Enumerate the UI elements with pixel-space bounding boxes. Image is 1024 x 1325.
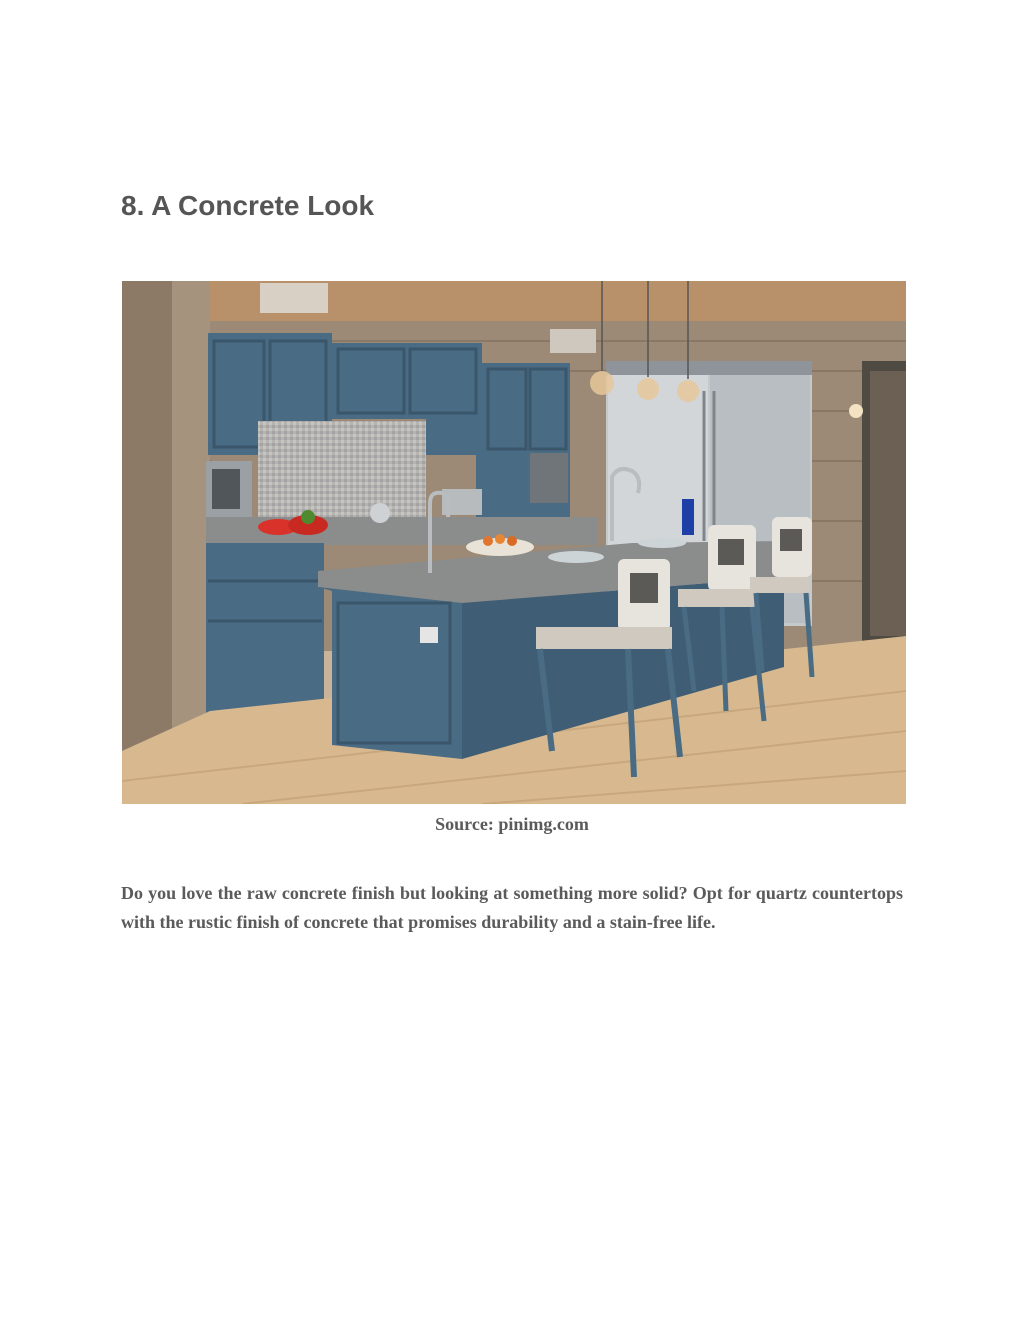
ceiling-vent xyxy=(260,283,328,313)
mosaic-pattern xyxy=(258,421,426,521)
kitchen-photo xyxy=(122,281,906,804)
orange-2 xyxy=(495,534,505,544)
orange-1 xyxy=(483,536,493,546)
upper-cabinet-middle xyxy=(332,343,482,419)
wall-vent xyxy=(550,329,596,353)
outlet xyxy=(420,627,438,643)
blue-bottle xyxy=(682,499,694,535)
kitchen-illustration xyxy=(122,281,906,804)
place-setting-2 xyxy=(638,538,686,548)
microwave-window xyxy=(212,469,240,509)
place-setting-1 xyxy=(548,551,604,563)
body-paragraph: Do you love the raw concrete finish but looking at something more solid? Opt for quartz countertops with the rustic finish of concrete that promises durability and a stain-free life. xyxy=(121,883,903,932)
section-heading: 8. A Concrete Look xyxy=(121,190,375,221)
kettle xyxy=(370,503,390,523)
wall-sconce xyxy=(849,404,863,418)
figure-caption: Source: pinimg.com xyxy=(435,814,589,834)
door-frame xyxy=(870,371,906,636)
wall-oven xyxy=(530,453,568,503)
hood-cabinet xyxy=(426,419,482,455)
orange-3 xyxy=(507,536,517,546)
island-front xyxy=(318,587,462,759)
fridge-grille xyxy=(606,361,812,375)
pillar-face xyxy=(172,281,210,751)
green-apples xyxy=(301,510,315,524)
lower-cabinets xyxy=(206,543,324,713)
